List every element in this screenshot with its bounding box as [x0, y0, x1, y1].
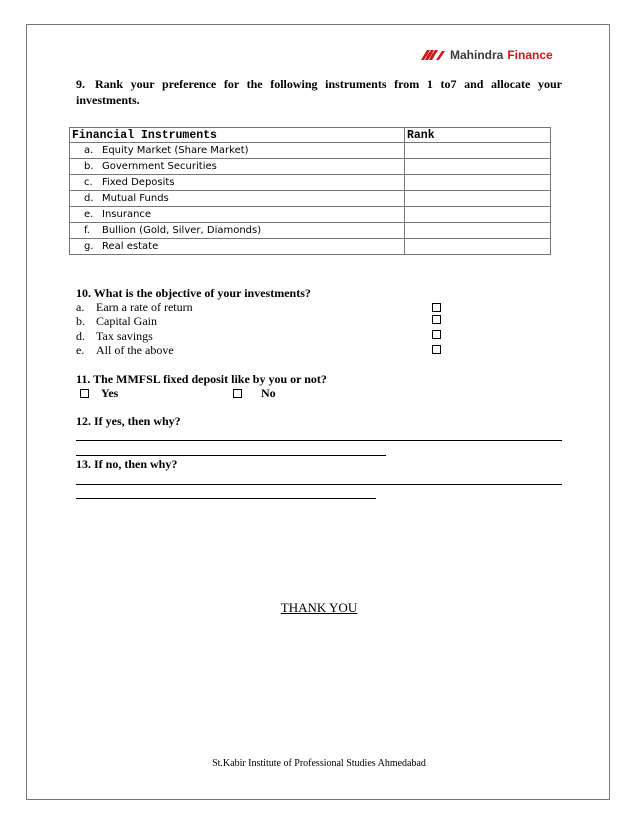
row-letter: g. — [84, 241, 94, 252]
answer-line-13b[interactable] — [76, 498, 376, 499]
instrument-label: Mutual Funds — [102, 193, 169, 204]
question-13-title: 13. If no, then why? — [76, 457, 178, 471]
logo-text-finance: Finance — [507, 48, 553, 62]
option-tax-savings — [76, 329, 153, 344]
answer-line-13a[interactable] — [76, 484, 562, 485]
logo-text-mahindra: Mahindra — [450, 48, 504, 62]
answer-line-12a[interactable] — [76, 440, 562, 441]
instrument-cell — [70, 159, 405, 175]
rank-cell[interactable] — [405, 223, 551, 239]
instrument-cell — [70, 143, 405, 159]
table-row — [70, 207, 551, 223]
instruments-rank-table — [69, 127, 551, 255]
mahindra-finance-logo — [420, 46, 553, 64]
checkbox-no[interactable] — [233, 389, 242, 398]
option-label: Tax savings — [96, 329, 153, 343]
question-12-title: 12. If yes, then why? — [76, 414, 181, 428]
option-letter: e. — [76, 343, 85, 357]
question-9-number: 9. — [76, 77, 85, 91]
instrument-cell — [70, 175, 405, 191]
row-letter: d. — [84, 193, 94, 204]
option-letter: b. — [76, 314, 85, 328]
thank-you — [0, 600, 638, 616]
option-label: All of the above — [96, 343, 174, 357]
answer-yes — [80, 386, 118, 401]
instrument-label: Real estate — [102, 241, 159, 252]
checkbox-all-above[interactable] — [432, 345, 441, 354]
checkbox-capital-gain[interactable] — [432, 315, 441, 324]
instrument-label: Bullion (Gold, Silver, Diamonds) — [102, 225, 262, 236]
option-label: Capital Gain — [96, 314, 157, 328]
instrument-label: Government Securities — [102, 161, 217, 172]
instrument-label: Insurance — [102, 209, 152, 220]
row-letter: a. — [84, 145, 94, 156]
yes-label: Yes — [101, 386, 119, 400]
row-letter: e. — [84, 209, 94, 220]
table-row — [70, 223, 551, 239]
question-10-title: 10. What is the objective of your investments? — [76, 286, 311, 300]
checkbox-earn-return[interactable] — [432, 303, 441, 312]
question-9-text: Rank your preference for the following instruments from 1 to7 and allocate your investments. — [76, 77, 562, 107]
question-11-title: 11. The MMFSL fixed deposit like by you or not? — [76, 372, 327, 386]
table-row — [70, 239, 551, 255]
row-letter: f. — [84, 225, 90, 236]
rank-cell[interactable] — [405, 239, 551, 255]
answer-line-12b[interactable] — [76, 455, 386, 456]
page-footer: St.Kabir Institute of Professional Studies Ahmedabad — [212, 758, 426, 769]
checkbox-tax-savings[interactable] — [432, 330, 441, 339]
rank-cell[interactable] — [405, 191, 551, 207]
option-capital-gain — [76, 314, 157, 329]
instrument-cell — [70, 239, 405, 255]
row-letter: c. — [84, 177, 93, 188]
header-rank: Rank — [405, 128, 551, 143]
rank-cell[interactable] — [405, 159, 551, 175]
question-9 — [76, 76, 562, 108]
instrument-cell — [70, 191, 405, 207]
checkbox-yes[interactable] — [80, 389, 89, 398]
row-letter: b. — [84, 161, 94, 172]
option-letter: d. — [76, 329, 85, 343]
rank-cell[interactable] — [405, 207, 551, 223]
instrument-cell — [70, 207, 405, 223]
table-row — [70, 159, 551, 175]
mahindra-rise-icon — [420, 48, 446, 62]
instrument-label: Fixed Deposits — [102, 177, 175, 188]
option-letter: a. — [76, 300, 85, 314]
table-row — [70, 191, 551, 207]
option-all-above — [76, 343, 174, 358]
no-label: No — [261, 386, 276, 400]
thank-you-text: THANK YOU — [280, 600, 358, 615]
option-label: Earn a rate of return — [96, 300, 193, 314]
instrument-label: Equity Market (Share Market) — [102, 145, 249, 156]
instrument-cell — [70, 223, 405, 239]
rank-cell[interactable] — [405, 143, 551, 159]
table-header-row — [70, 128, 551, 143]
rank-cell[interactable] — [405, 175, 551, 191]
header-financial-instruments: Financial Instruments — [70, 128, 405, 143]
table-row — [70, 143, 551, 159]
answer-no — [233, 386, 276, 401]
option-earn-return — [76, 300, 193, 315]
table-row — [70, 175, 551, 191]
